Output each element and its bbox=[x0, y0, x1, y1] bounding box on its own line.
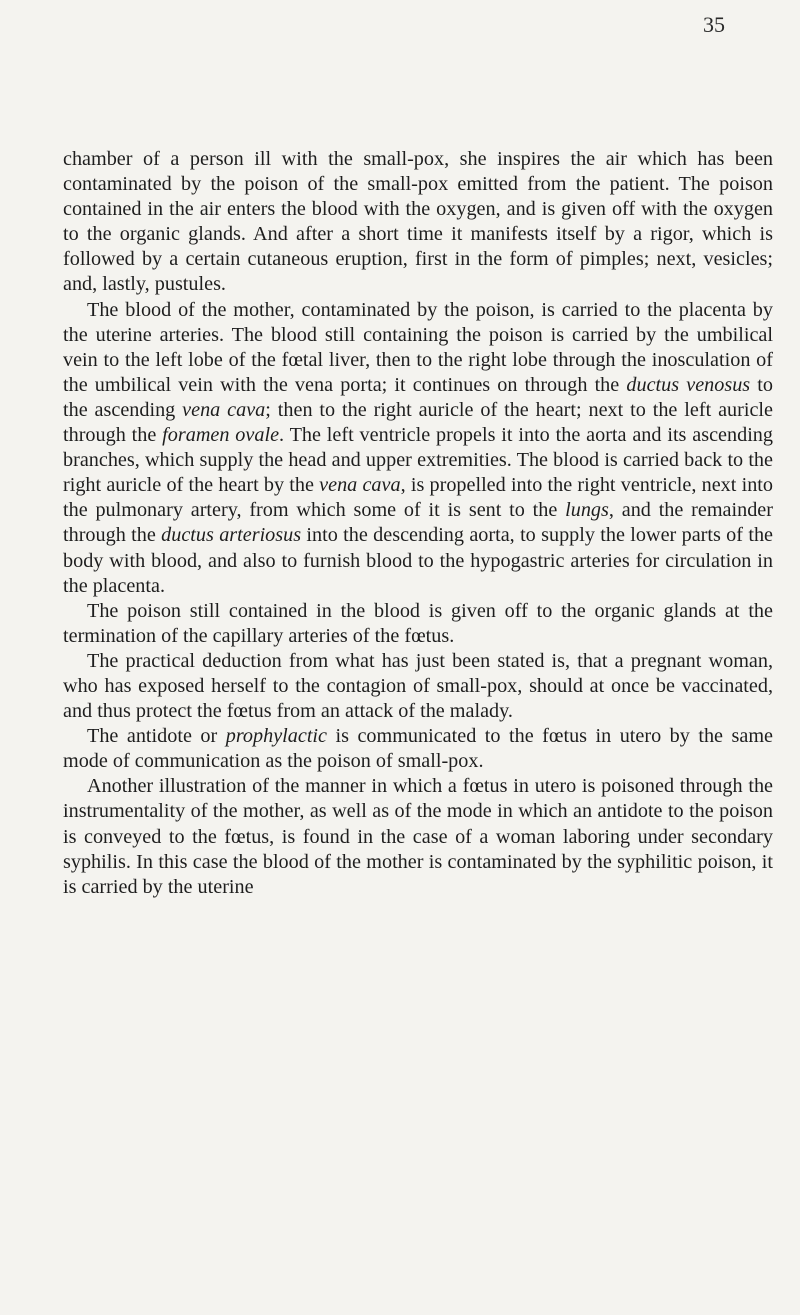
text-run: chamber of a person ill with the small-pox, she inspires the air which has been contaminated by the poison of the small-pox emitted from the patient. The poison contained in the air enters the blood with the oxygen, and is given off with the oxygen to the organic glands. And after a short time it manifests itself by a rigor, which is followed by a certain cutaneous eruption, first in the form of pimples; next, vesicles; and, lastly, pustules. bbox=[63, 148, 773, 296]
paragraph bbox=[63, 774, 773, 899]
text-run: Another illustration of the manner in which a fœtus in utero is poisoned through the instrumentality of the mother, as well as of the mode in which an antidote to the poison is conveyed to the fœtus, is found in the case of a woman laboring under secondary syphilis. In this case the blood of the mother is contaminated by the syphilitic poison, it is carried by the uterine bbox=[63, 775, 773, 898]
italic-term: lungs bbox=[565, 499, 609, 522]
italic-term: vena cava bbox=[319, 474, 401, 497]
italic-term: prophylactic bbox=[225, 725, 328, 748]
text-run: is communicated to the fœtus in utero by the same mode of communication as the poison of small-pox. bbox=[63, 725, 773, 773]
paragraph bbox=[63, 147, 773, 298]
text-run: The practical deduction from what has just been stated is, that a pregnant woman, who has exposed herself to the contagion of small-pox, should at once be vaccinated, and thus protect the fœtus from an attack of the malady. bbox=[63, 649, 773, 723]
italic-term: vena cava bbox=[182, 398, 266, 421]
text-run: , is propelled into the right ventricle, next into the pulmonary artery, from which some of it is sent to the bbox=[63, 474, 773, 522]
text-run: ; then to the right auricle of the heart; next to the left auricle through the bbox=[63, 398, 773, 447]
text-run: , and the remainder through the bbox=[63, 499, 773, 547]
italic-term: foramen ovale bbox=[162, 424, 280, 447]
text-run: The poison still contained in the blood is given off to the organic glands at the termination of the capillary arteries of the fœtus. bbox=[63, 599, 773, 647]
text-run: to the ascending bbox=[63, 373, 774, 421]
paragraph bbox=[63, 649, 773, 724]
body-text bbox=[63, 147, 773, 900]
text-run: The antidote or bbox=[87, 725, 226, 748]
paragraph bbox=[63, 298, 773, 599]
italic-term: ductus arteriosus bbox=[161, 524, 302, 547]
text-run: The blood of the mother, contaminated by the poison, is carried to the placenta by the uterine arteries. The blood still containing the poison is carried by the umbilical vein to the left lobe of the fœtal liver, then to the right lobe through the inosculation of the umbilical vein with the vena porta; it continues on through the bbox=[63, 298, 773, 396]
italic-term: ductus venosus bbox=[626, 373, 751, 396]
page-number: 35 bbox=[703, 12, 725, 37]
paragraph bbox=[63, 724, 773, 774]
text-run: into the descending aorta, to supply the lower parts of the body with blood, and also to furnish blood to the hypogastric arteries for circulation in the placenta. bbox=[63, 524, 774, 597]
text-run: . The left ventricle propels it into the aorta and its ascending branches, which supply the head and upper extremities. The blood is carried back to the right auricle of the heart by the bbox=[63, 424, 773, 497]
paragraph bbox=[63, 599, 773, 649]
